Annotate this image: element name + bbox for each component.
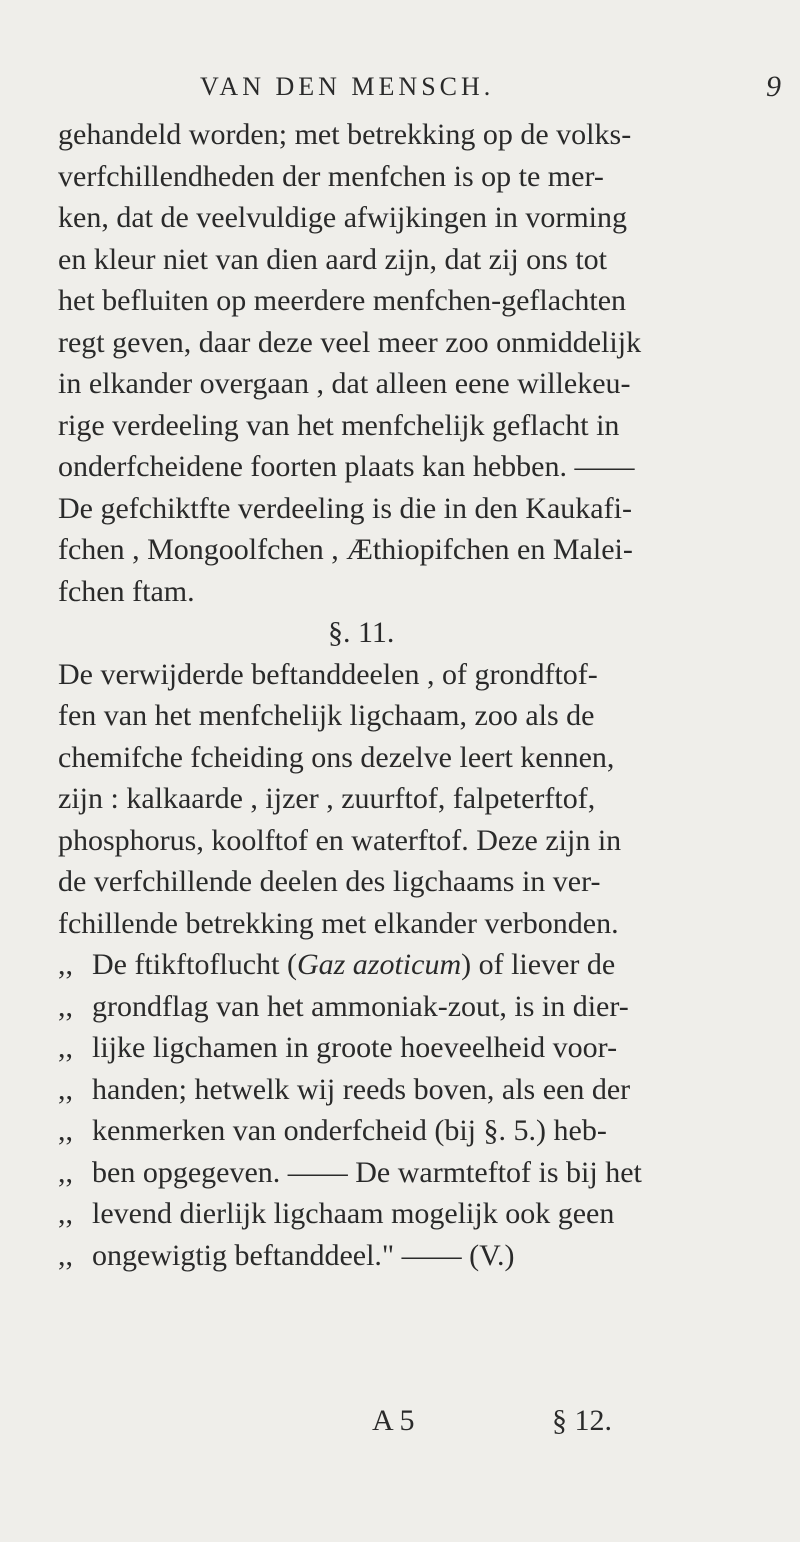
text-line: fchillende betrekking met elkander verbonden. <box>58 906 619 940</box>
text-line: onderfcheidene foorten plaats kan hebben. —— <box>58 450 635 483</box>
text-line: gehandeld worden; met betrekking op de volks- <box>58 118 632 151</box>
text-line: rige verdeeling van het menfchelijk geflacht in <box>58 408 620 442</box>
text-line: fchen ftam. <box>58 574 195 608</box>
quote-mark: ,, <box>58 1197 73 1230</box>
quote-line <box>58 1193 778 1235</box>
quote-mark: ,, <box>58 989 73 1023</box>
quote-mark: ,, <box>58 1072 73 1106</box>
text-line: in elkander overgaan , dat alleen eene willekeu- <box>58 367 631 400</box>
quote-text: kenmerken van onderfcheid (bij §. 5.) heb- <box>92 1114 607 1147</box>
quote-line <box>58 944 778 986</box>
text-line: verfchillendheden der menfchen is op te mer- <box>58 159 604 193</box>
text-line: regt geven, daar deze veel meer zoo onmiddelijk <box>58 325 642 359</box>
text-line: zijn : kalkaarde , ijzer , zuurftof, falpeterftof, <box>58 782 596 815</box>
quote-line <box>58 1152 778 1194</box>
text-line: ken, dat de veelvuldige afwijkingen in vorming <box>58 201 628 234</box>
quote-text: grondflag van het ammoniak-zout, is in dier- <box>92 989 629 1023</box>
quote-line <box>58 986 778 1028</box>
text-line: De gefchiktfte verdeeling is die in den Kaukafi- <box>58 491 632 525</box>
signature-mark: A 5 <box>372 1404 415 1437</box>
quote-line <box>58 1110 778 1152</box>
quote-mark: ,, <box>58 1238 73 1272</box>
quote-mark: ,, <box>58 1031 73 1064</box>
page-number: 9 <box>766 70 781 103</box>
text-line: De verwijderde beftanddeelen , of grondftof- <box>58 657 598 691</box>
latin-term: Gaz azoticum <box>296 948 462 981</box>
quote-mark: ,, <box>58 1155 73 1189</box>
quote-mark: ,, <box>58 948 73 981</box>
quote-text: ongewigtig beftanddeel." —— (V.) <box>92 1238 515 1272</box>
running-head: VAN DEN MENSCH. <box>200 72 495 101</box>
text-line: chemifche fcheiding ons dezelve leert kennen, <box>58 740 615 774</box>
quote-text: levend dierlijk ligchaam mogelijk ook geen <box>92 1197 615 1230</box>
quote-line <box>58 1235 778 1277</box>
catchword: § 12. <box>552 1404 612 1437</box>
section-heading: §. 11. <box>328 616 395 649</box>
quote-text: handen; hetwelk wij reeds boven, als een der <box>92 1072 631 1106</box>
quote-line <box>58 1069 778 1111</box>
quote-text: ) of liever de <box>461 948 616 981</box>
quote-mark: ,, <box>58 1114 73 1147</box>
quote-text: De ftikftoflucht ( <box>92 948 297 981</box>
quote-text: ben opgegeven. —— De warmteftof is bij het <box>92 1155 642 1189</box>
body-text <box>58 114 778 1276</box>
text-line: phosphorus, koolftof en waterftof. Deze zijn in <box>58 823 622 857</box>
text-line: fchen , Mongoolfchen , Æthiopifchen en Malei- <box>58 533 633 566</box>
text-line: fen van het menfchelijk ligchaam, zoo als de <box>58 699 595 732</box>
page-header <box>0 72 800 112</box>
page-footer <box>0 1404 800 1448</box>
quote-text: lijke ligchamen in groote hoeveelheid voor- <box>92 1031 618 1064</box>
text-line: en kleur niet van dien aard zijn, dat zij ons tot <box>58 242 607 276</box>
quote-line <box>58 1027 778 1069</box>
text-line: het befluiten op meerdere menfchen-geflachten <box>58 284 627 317</box>
text-line: de verfchillende deelen des ligchaams in ver- <box>58 865 601 898</box>
